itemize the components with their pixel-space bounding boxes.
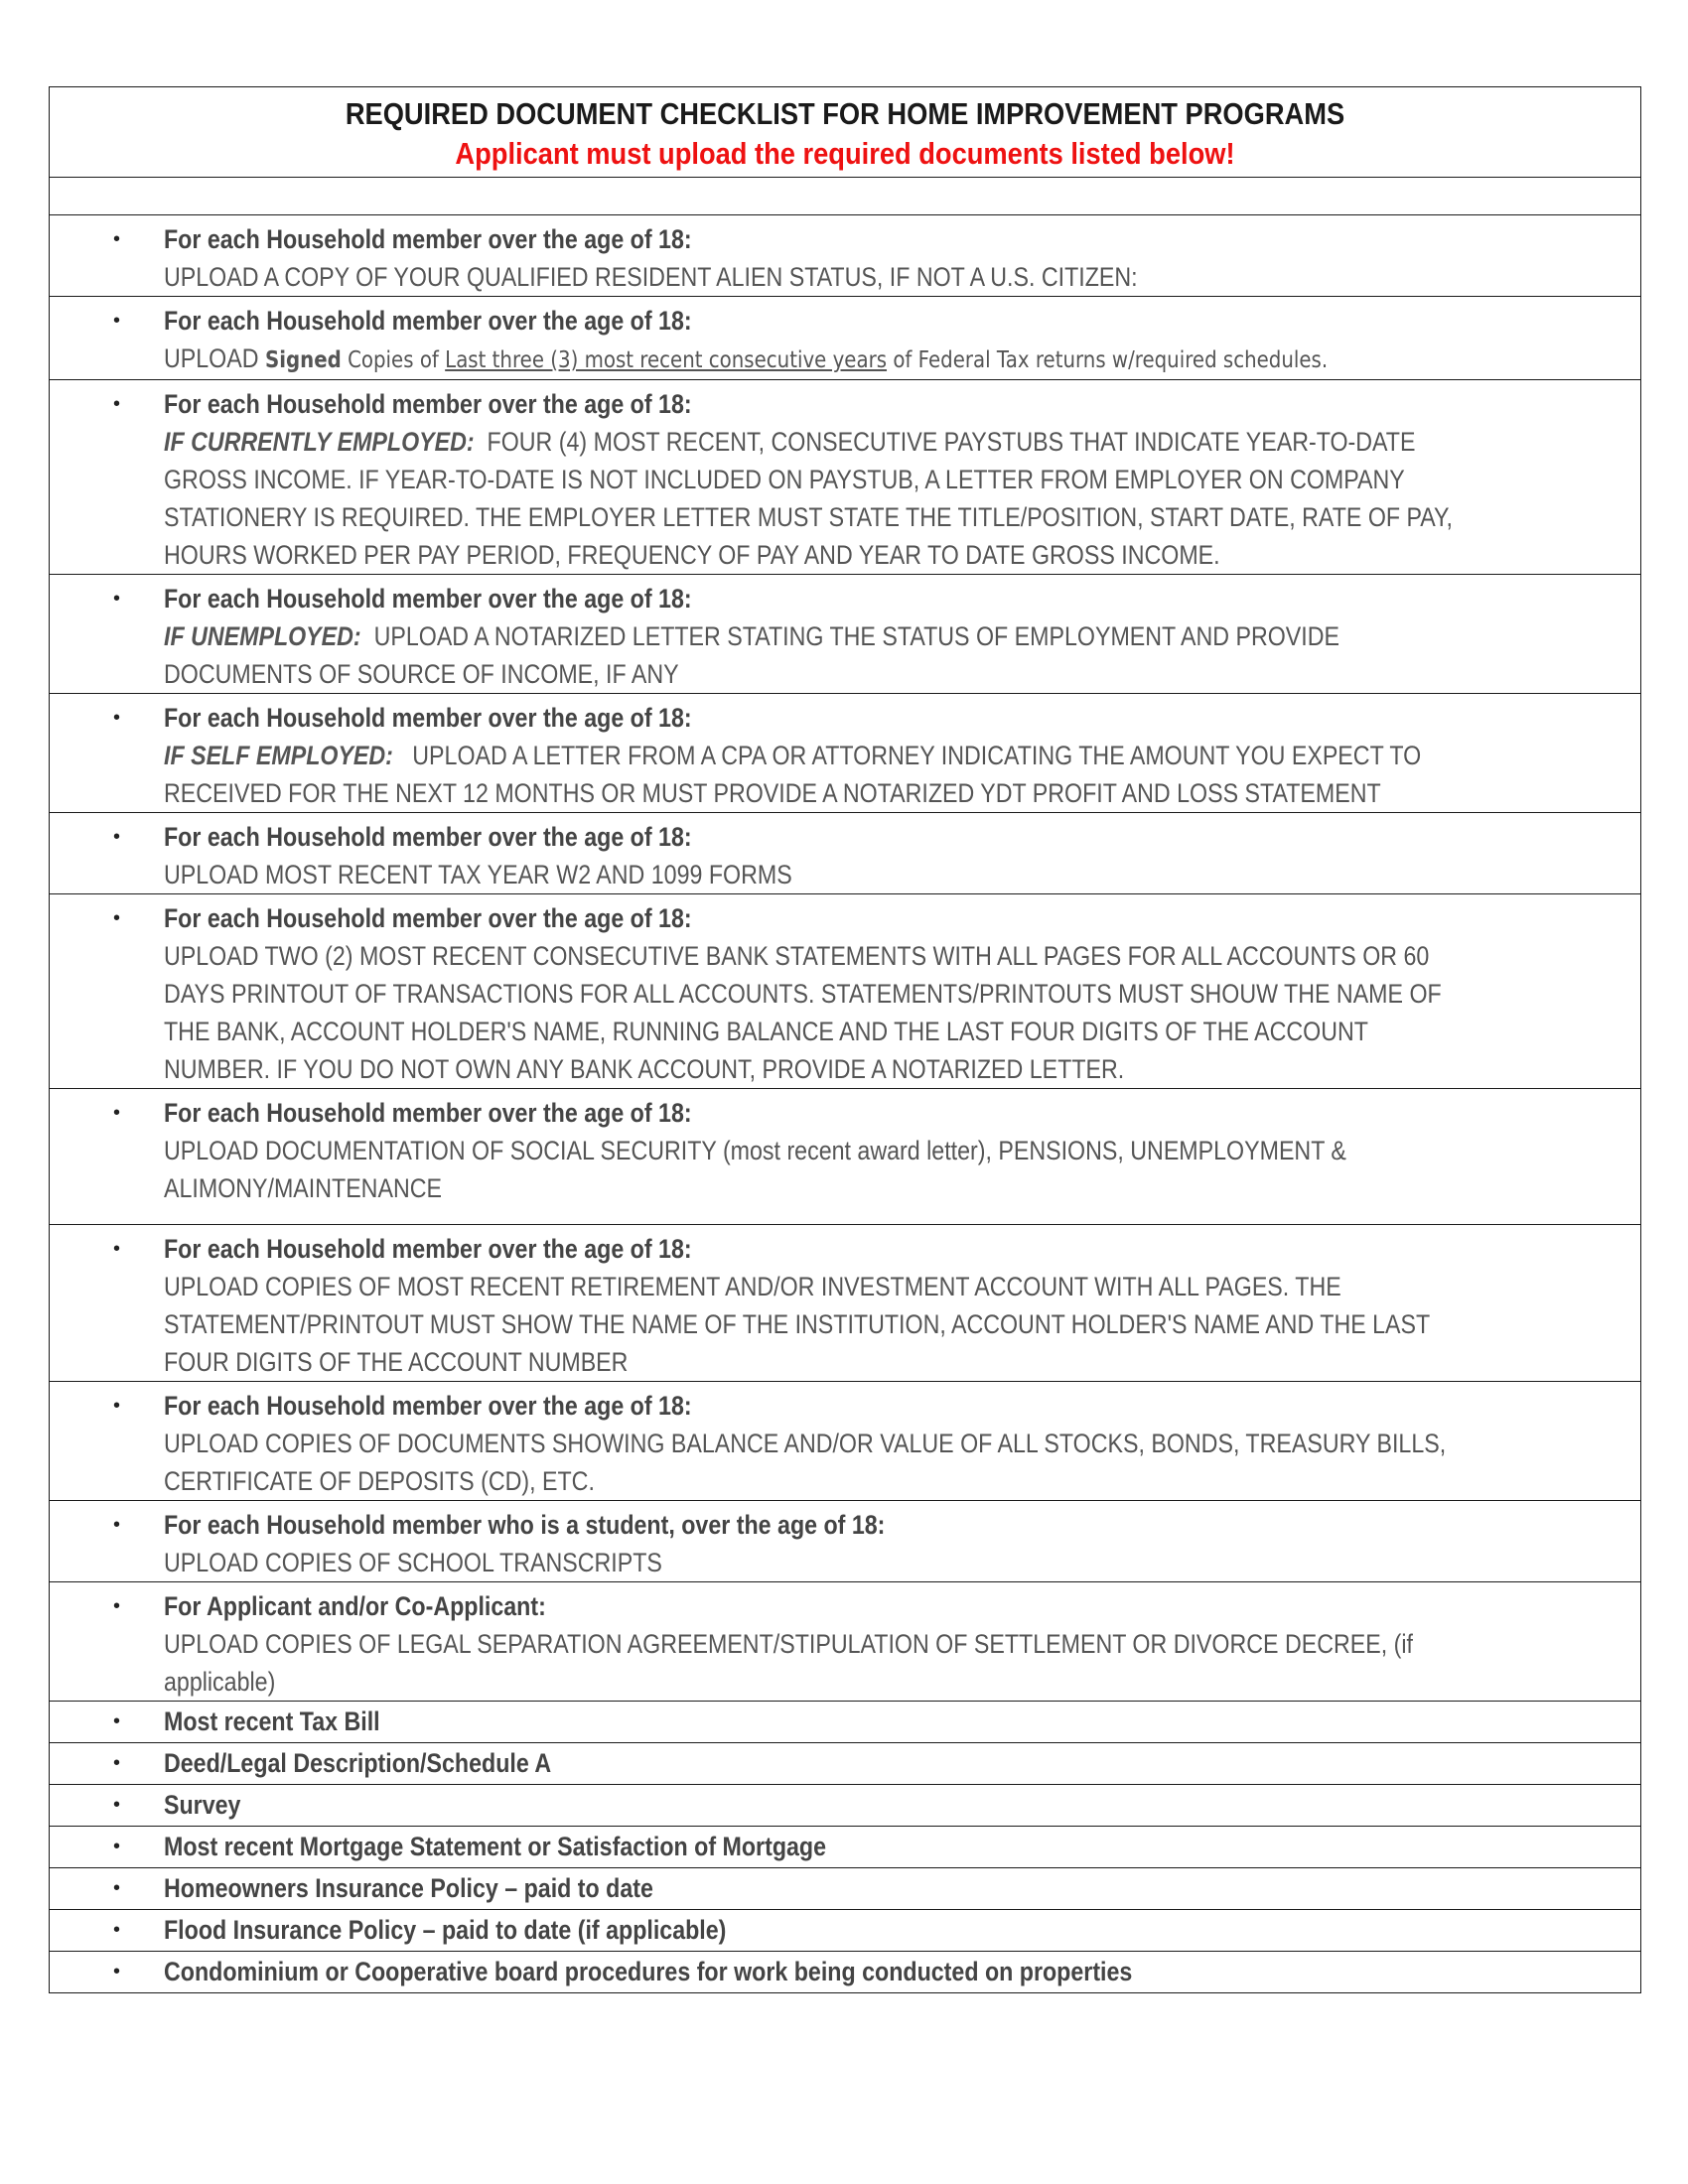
checklist-row [50, 894, 1641, 1089]
item-text [164, 340, 1425, 379]
bullet-icon: • [113, 1877, 121, 1899]
item-heading: For each Household member over the age of 18: [164, 822, 692, 852]
bullet-icon: • [113, 1238, 121, 1260]
title-cell [50, 87, 1641, 178]
checklist-row [50, 1868, 1641, 1910]
checklist-row [50, 1952, 1641, 1993]
item-text: IF SELF EMPLOYED: UPLOAD A LETTER FROM A CPA OR ATTORNEY INDICATING THE AMOUNT YOU EXPECT TO [164, 741, 1422, 770]
item-text: IF CURRENTLY EMPLOYED: FOUR (4) MOST RECENT, CONSECUTIVE PAYSTUBS THAT INDICATE YEAR-TO-DATE [164, 427, 1416, 457]
bullet-icon: • [113, 1595, 121, 1617]
checklist-item [50, 1743, 1640, 1782]
spacer-row [50, 178, 1641, 215]
checklist-item [50, 1225, 1640, 1381]
bullet-icon: • [113, 310, 121, 332]
checklist-item [50, 1089, 1640, 1207]
checklist-item [50, 1582, 1640, 1701]
item-heading: For each Household member over the age of 18: [164, 224, 692, 254]
checklist-item [50, 297, 1640, 379]
item-text: UPLOAD DOCUMENTATION OF SOCIAL SECURITY (most recent award letter), PENSIONS, UNEMPLOYMENT & [164, 1136, 1346, 1165]
checklist-row [50, 297, 1641, 380]
item-heading: Flood Insurance Policy – paid to date (if applicable) [164, 1915, 727, 1945]
item-text: HOURS WORKED PER PAY PERIOD, FREQUENCY OF PAY AND YEAR TO DATE GROSS INCOME. [164, 540, 1220, 570]
checklist-item [50, 215, 1640, 296]
checklist-item [50, 1702, 1640, 1740]
checklist-item [50, 1382, 1640, 1500]
copies-of-text: Copies of [341, 347, 446, 373]
spacer-cell [50, 178, 1641, 215]
item-heading: Most recent Tax Bill [164, 1706, 380, 1736]
checklist-row [50, 1089, 1641, 1225]
bullet-icon: • [113, 707, 121, 729]
item-text: UPLOAD COPIES OF MOST RECENT RETIREMENT AND/OR INVESTMENT ACCOUNT WITH ALL PAGES. THE [164, 1272, 1341, 1301]
item-text: THE BANK, ACCOUNT HOLDER'S NAME, RUNNING BALANCE AND THE LAST FOUR DIGITS OF THE ACCOUNT [164, 1017, 1368, 1046]
item-text: STATIONERY IS REQUIRED. THE EMPLOYER LETTER MUST STATE THE TITLE/POSITION, START DATE, RATE OF PAY, [164, 502, 1453, 532]
checklist-row [50, 1501, 1641, 1582]
bullet-icon: • [113, 228, 121, 250]
item-text: UPLOAD COPIES OF DOCUMENTS SHOWING BALANCE AND/OR VALUE OF ALL STOCKS, BONDS, TREASURY BILLS, [164, 1429, 1447, 1458]
tax-returns-text: of Federal Tax returns w/required schedules. [887, 347, 1329, 373]
item-heading: Deed/Legal Description/Schedule A [164, 1748, 552, 1778]
item-heading: For each Household member over the age of 18: [164, 389, 692, 419]
checklist-row [50, 1225, 1641, 1382]
item-text: ALIMONY/MAINTENANCE [164, 1173, 442, 1203]
item-text: STATEMENT/PRINTOUT MUST SHOW THE NAME OF THE INSTITUTION, ACCOUNT HOLDER'S NAME AND THE LAST [164, 1309, 1431, 1339]
checklist-row [50, 1582, 1641, 1702]
item-heading: Homeowners Insurance Policy – paid to date [164, 1873, 653, 1903]
item-heading: For each Household member over the age of 18: [164, 1098, 692, 1128]
bullet-icon: • [113, 393, 121, 415]
item-text: UPLOAD MOST RECENT TAX YEAR W2 AND 1099 FORMS [164, 860, 792, 889]
checklist-row [50, 1382, 1641, 1501]
item-text: DOCUMENTS OF SOURCE OF INCOME, IF ANY [164, 659, 679, 689]
item-heading: For each Household member over the age of 18: [164, 306, 692, 336]
bullet-icon: • [113, 1961, 121, 1982]
bullet-icon: • [113, 826, 121, 848]
checklist-row [50, 215, 1641, 297]
checklist-item [50, 1910, 1640, 1949]
checklist-row [50, 1743, 1641, 1785]
item-heading: Most recent Mortgage Statement or Satisfaction of Mortgage [164, 1832, 827, 1861]
bullet-icon: • [113, 1794, 121, 1816]
checklist-row [50, 813, 1641, 894]
checklist-item [50, 1952, 1640, 1990]
checklist-row [50, 1702, 1641, 1743]
item-text: UPLOAD COPIES OF SCHOOL TRANSCRIPTS [164, 1548, 662, 1577]
item-heading: For each Household member over the age of 18: [164, 903, 692, 933]
item-heading: Survey [164, 1790, 241, 1820]
item-text: GROSS INCOME. IF YEAR-TO-DATE IS NOT INCLUDED ON PAYSTUB, A LETTER FROM EMPLOYER ON COMPANY [164, 465, 1405, 494]
item-heading: For Applicant and/or Co-Applicant: [164, 1591, 546, 1621]
checklist-item [50, 813, 1640, 893]
checklist-row [50, 1827, 1641, 1868]
item-text: IF UNEMPLOYED: UPLOAD A NOTARIZED LETTER STATING THE STATUS OF EMPLOYMENT AND PROVIDE [164, 621, 1339, 651]
bullet-icon: • [113, 1836, 121, 1857]
bullet-icon: • [113, 1514, 121, 1536]
checklist-item [50, 1827, 1640, 1865]
checklist-row [50, 694, 1641, 813]
checklist-row [50, 575, 1641, 694]
item-text: NUMBER. IF YOU DO NOT OWN ANY BANK ACCOUNT, PROVIDE A NOTARIZED LETTER. [164, 1054, 1125, 1084]
bullet-icon: • [113, 1710, 121, 1732]
item-text: applicable) [164, 1667, 276, 1697]
page-title: REQUIRED DOCUMENT CHECKLIST FOR HOME IMPROVEMENT PROGRAMS [345, 96, 1345, 131]
employment-label: IF CURRENTLY EMPLOYED: [164, 427, 475, 457]
checklist-table [49, 86, 1641, 1993]
item-text: UPLOAD COPIES OF LEGAL SEPARATION AGREEMENT/STIPULATION OF SETTLEMENT OR DIVORCE DECREE, (if [164, 1629, 1413, 1659]
item-heading: For each Household member over the age of 18: [164, 1234, 692, 1264]
checklist-item [50, 1785, 1640, 1824]
checklist-row [50, 1910, 1641, 1952]
signed-text: Signed [264, 347, 342, 373]
checklist-row [50, 1785, 1641, 1827]
item-text: RECEIVED FOR THE NEXT 12 MONTHS OR MUST PROVIDE A NOTARIZED YDT PROFIT AND LOSS STATEMENT [164, 778, 1381, 808]
bullet-icon: • [113, 1752, 121, 1774]
item-text: DAYS PRINTOUT OF TRANSACTIONS FOR ALL ACCOUNTS. STATEMENTS/PRINTOUTS MUST SHOUW THE NAME OF [164, 979, 1442, 1009]
checklist-item [50, 380, 1640, 574]
item-text: FOUR DIGITS OF THE ACCOUNT NUMBER [164, 1347, 629, 1377]
item-heading: Condominium or Cooperative board procedures for work being conducted on properties [164, 1957, 1133, 1986]
years-text: Last three (3) most recent consecutive years [445, 347, 888, 373]
bullet-icon: • [113, 1102, 121, 1124]
checklist-row [50, 380, 1641, 575]
item-text: UPLOAD TWO (2) MOST RECENT CONSECUTIVE BANK STATEMENTS WITH ALL PAGES FOR ALL ACCOUNTS OR 60 [164, 941, 1430, 971]
item-heading: For each Household member over the age of 18: [164, 703, 692, 733]
checklist-item [50, 1868, 1640, 1907]
employment-label: IF SELF EMPLOYED: [164, 741, 393, 770]
title-row [50, 87, 1641, 178]
item-heading: For each Household member over the age of 18: [164, 584, 692, 614]
item-text: UPLOAD A COPY OF YOUR QUALIFIED RESIDENT ALIEN STATUS, IF NOT A U.S. CITIZEN: [164, 262, 1138, 292]
item-text: CERTIFICATE OF DEPOSITS (CD), ETC. [164, 1466, 595, 1496]
checklist-item [50, 1501, 1640, 1581]
bullet-icon: • [113, 588, 121, 610]
bullet-icon: • [113, 907, 121, 929]
bullet-icon: • [113, 1395, 121, 1417]
item-heading: For each Household member who is a student, over the age of 18: [164, 1510, 886, 1540]
checklist-item [50, 694, 1640, 812]
bullet-icon: • [113, 1919, 121, 1941]
employment-label: IF UNEMPLOYED: [164, 621, 361, 651]
upload-prefix: UPLOAD [164, 343, 265, 373]
checklist-item [50, 894, 1640, 1088]
checklist-item [50, 575, 1640, 693]
item-heading: For each Household member over the age of 18: [164, 1391, 692, 1421]
upload-warning: Applicant must upload the required documents listed below! [455, 136, 1235, 171]
